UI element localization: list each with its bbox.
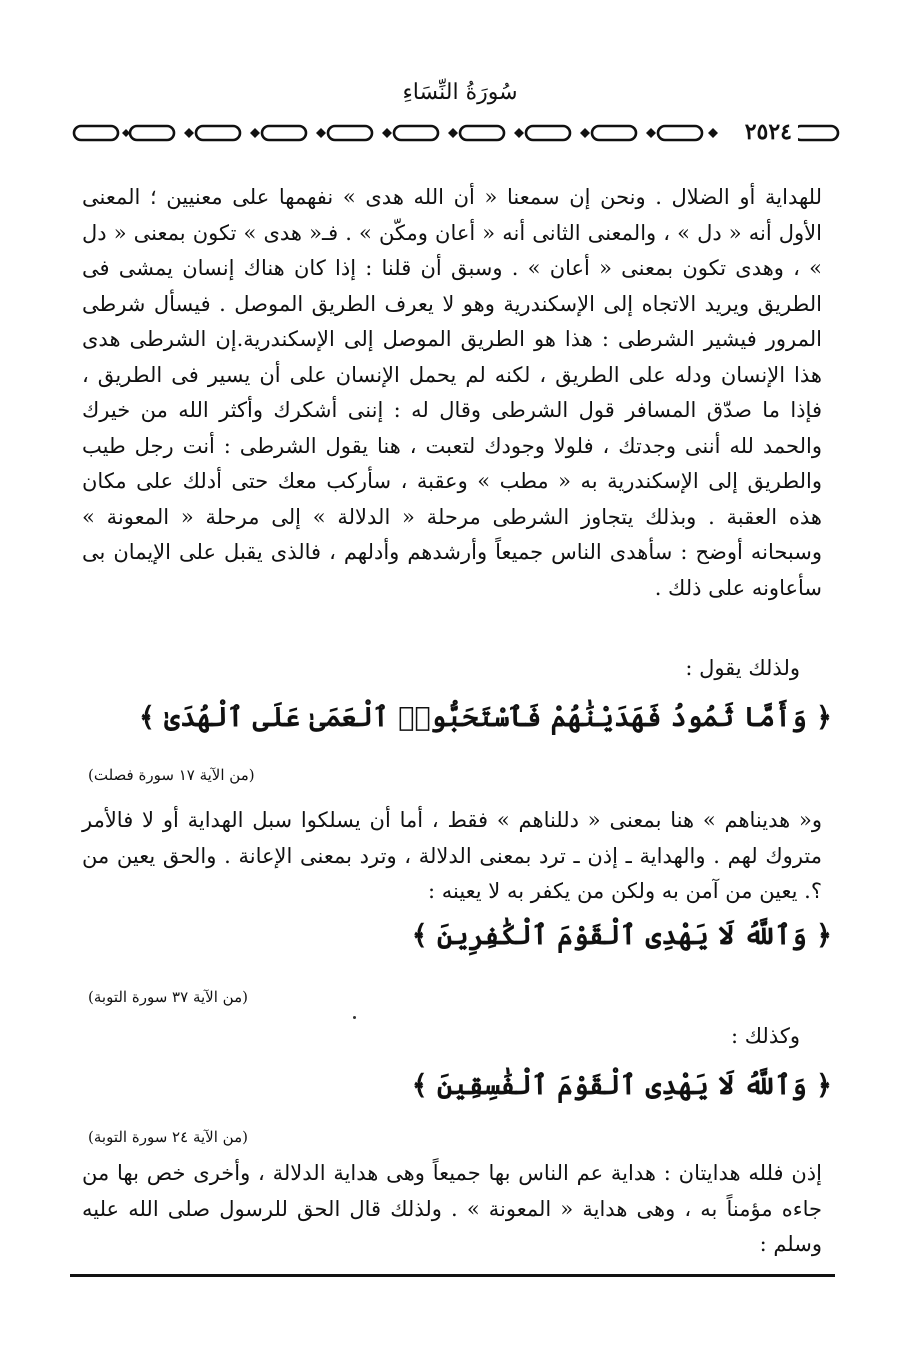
quran-verse-1: ﴿ وَأَمَّا ثَمُودُ فَهَدَيْنَٰهُمْ فَٱسْتَحَبُّوا۟ ٱلْعَمَىٰ عَلَى ٱلْهُدَىٰ ﴾ bbox=[139, 702, 832, 733]
paragraph-3: إذن فلله هدايتان : هداية عم الناس بها جميعاً وهى هداية الدلالة ، وأخرى خص بها من جاءه مؤمناً به ، وهى هداية « المعونة » . ولذلك قال الحق للرسول صلى الله عليه وسلم : bbox=[82, 1161, 822, 1256]
surah-title: سُورَةُ النِّسَاءِ bbox=[402, 80, 518, 105]
verse-reference-3: (من الآية ٢٤ سورة التوبة) bbox=[88, 1128, 248, 1146]
quran-verse-3: ﴿ وَٱللَّهُ لَا يَهْدِى ٱلْقَوْمَ ٱلْفَٰسِقِينَ ﴾ bbox=[411, 1070, 832, 1101]
bottom-rule bbox=[70, 1274, 835, 1277]
verse-reference-1: (من الآية ١٧ سورة فصلت) bbox=[88, 766, 255, 784]
lead-in-2: وكذلك : bbox=[730, 1024, 800, 1048]
paragraph-2: و« هديناهم » هنا بمعنى « دللناهم » فقط ، أما أن يسلكوا سبل الهداية أو لا فالأمر متروك لهم . والهداية ـ إذن ـ ترد بمعنى الدلالة ، وترد بمعنى الإعانة . والحق يعين من ؟. يعين من آمن به ولكن من يكفر به لا يعينه : bbox=[82, 808, 822, 903]
quran-verse-2: ﴿ وَٱللَّهُ لَا يَهْدِى ٱلْقَوْمَ ٱلْكَٰفِرِينَ ﴾ bbox=[411, 920, 832, 951]
chain-ornament bbox=[72, 118, 840, 148]
page-number: ٢٥٢٤ bbox=[739, 119, 798, 145]
paragraph-1: للهداية أو الضلال . ونحن إن سمعنا « أن الله هدى » نفهمها على معنيين ؛ المعنى الأول أنه « دل » ، والمعنى الثانى أنه « أعان ومكّن » . فـ« هدى » تكون بمعنى « دل » ، وهدى تكون بمعنى « أعان » . وسبق أن قلنا : إذا كان هناك إنسان يمشى فى الطريق ويريد الاتجاه إلى الإسكندرية وهو لا يعرف الطريق الموصل . فيسأل شرطى المرور فيشير الشرطى : هذا هو الطريق الموصل إلى الإسكندرية.إن الشرطى هدى هذا الإنسان ودله على الطريق ، لكنه لم يحمل الإنسان على أن يسير فى الطريق ، فإذا ما صدّق المسافر قول الشرطى وقال له : إننى أشكرك وأكثر الله من خيرك والحمد لله أننى وجدتك ، فلولا وجودك لتعبت ، هنا يقول الشرطى : أنت رجل طيب والطريق إلى الإسكندرية به « مطب » وعقبة ، سأركب معك حتى أدلك على مكان هذه العقبة . وبذلك يتجاوز الشرطى مرحلة « الدلالة » إلى مرحلة « المعونة » وسبحانه أوضح : سأهدى الناس جميعاً وأرشدهم وأدلهم ، فالذى يقبل على الإيمان بى سأعاونه على ذلك . bbox=[82, 185, 822, 600]
header-ornament-row bbox=[72, 118, 840, 148]
verse-reference-2: (من الآية ٣٧ سورة التوبة) bbox=[88, 988, 248, 1006]
lead-in-1: ولذلك يقول : bbox=[685, 656, 800, 680]
stray-dot bbox=[353, 1016, 356, 1019]
